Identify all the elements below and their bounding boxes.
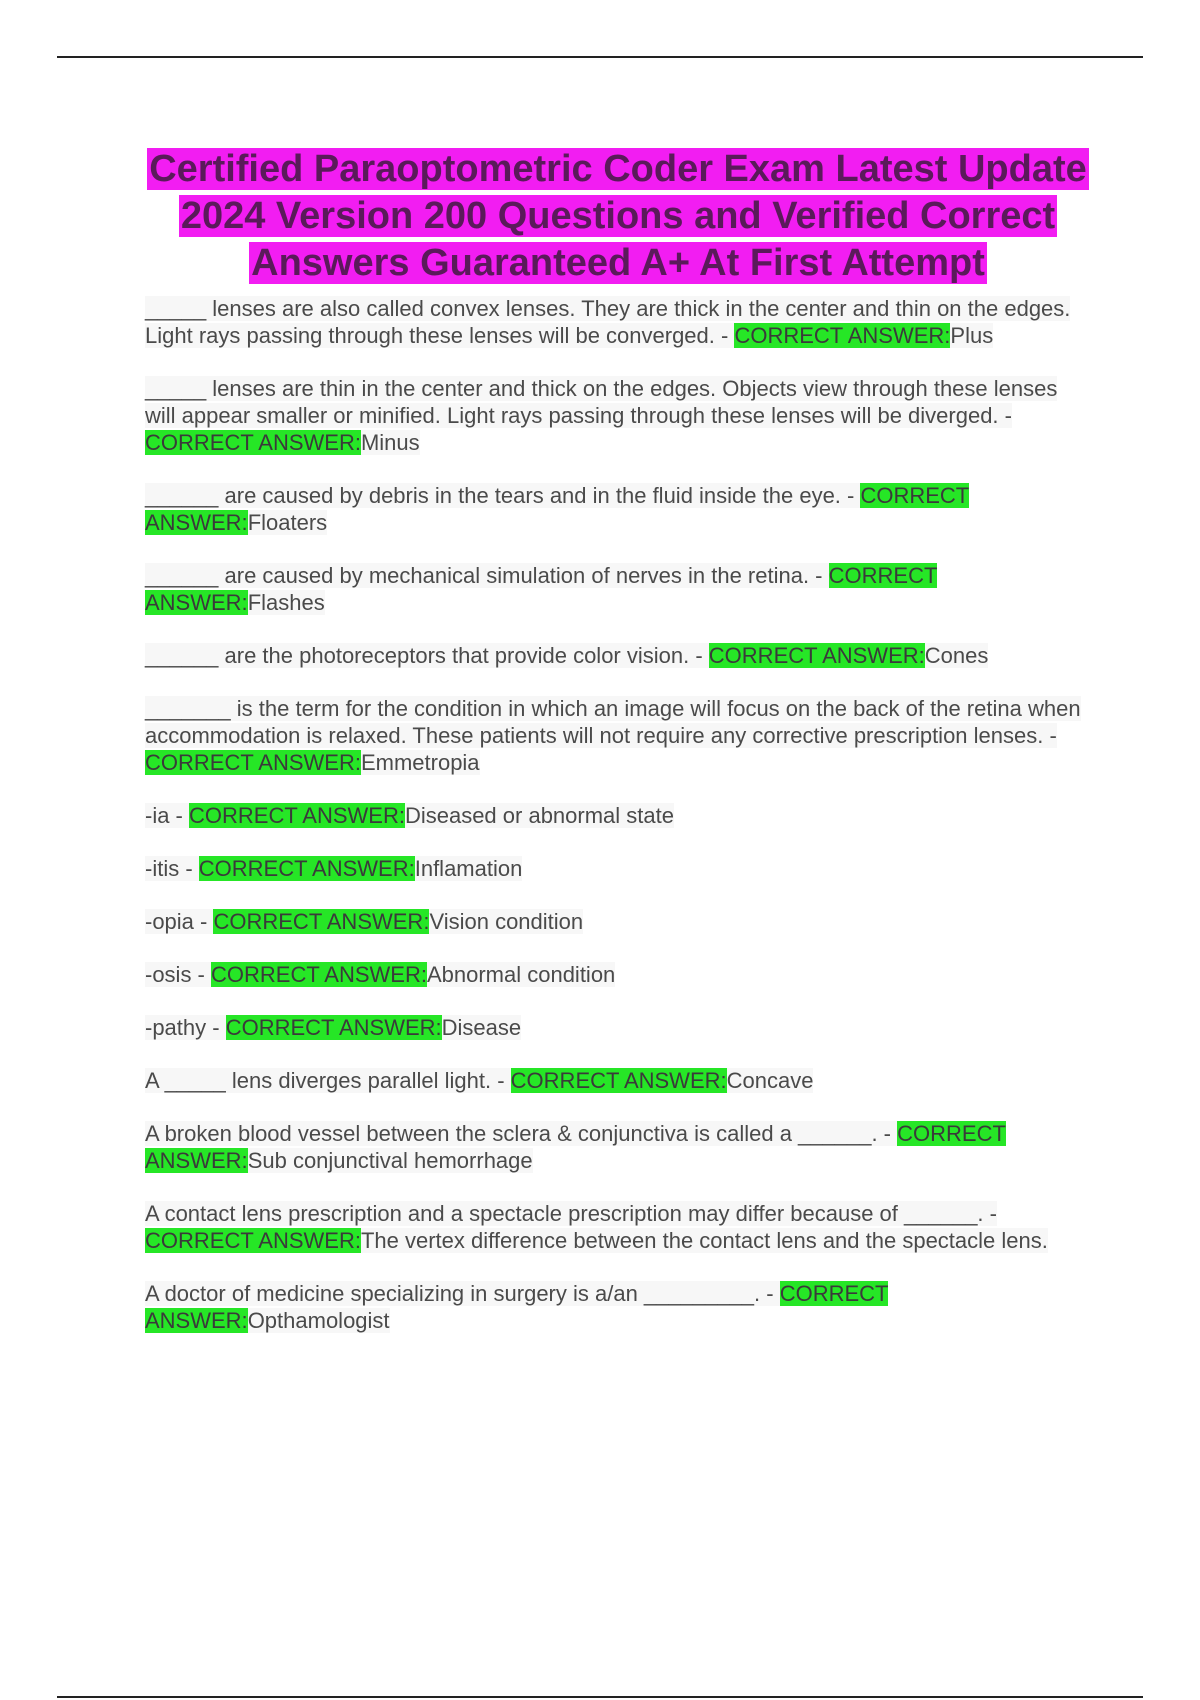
question-text: _______ is the term for the condition in which an image will focus on the back of the retina when accommodation is relaxed. These patients will not require any corrective prescription lenses. - [145,696,1081,748]
qa-item [145,562,1091,616]
qa-item [145,1014,1091,1041]
correct-answer-label: CORRECT ANSWER: [225,1015,442,1040]
answer-text: Emmetropia [360,750,480,775]
question-text: -ia - [145,803,189,828]
correct-answer-label: CORRECT ANSWER: [510,1068,727,1093]
correct-answer-label: CORRECT ANSWER: [734,323,951,348]
answer-text: Opthamologist [247,1308,390,1333]
qa-item [145,1120,1091,1174]
answer-text: Abnormal condition [426,962,616,987]
qa-item [145,802,1091,829]
answer-text: Cones [924,643,989,668]
correct-answer-label: CORRECT ANSWER: [211,962,427,987]
answer-text: Concave [726,1068,814,1093]
qa-item [145,695,1091,776]
answer-text: Inflamation [414,856,523,881]
question-text: -opia - [145,909,214,934]
question-text: A broken blood vessel between the sclera & conjunctiva is called a ______. - [145,1121,898,1146]
answer-text: Diseased or abnormal state [404,803,674,828]
question-text: -itis - [145,856,199,881]
question-text: A contact lens prescription and a spectacle prescription may differ because of ______. - [145,1201,997,1226]
top-rule [57,56,1143,58]
correct-answer-label: CORRECT ANSWER: [213,909,430,934]
question-text: _____ lenses are also called convex lenses. They are thick in the center and thin on the edges. Light rays passing through these lenses will be converged. - [145,296,1071,348]
qa-item [145,1200,1091,1254]
correct-answer-label: CORRECT ANSWER: [145,1281,889,1333]
answer-text: Minus [360,430,420,455]
qa-item [145,855,1091,882]
question-text: ______ are caused by mechanical simulation of nerves in the retina. - [145,563,829,588]
qa-item [145,1067,1091,1094]
question-text: ______ are caused by debris in the tears and in the fluid inside the eye. - [145,483,861,508]
title-highlight: Certified Paraoptometric Coder Exam Latest Update 2024 Version 200 Questions and Verified Correct Answers Guaranteed A+ At First Attempt [149,148,1087,284]
bottom-rule [57,1696,1143,1698]
qa-item [145,482,1091,536]
correct-answer-label: CORRECT ANSWER: [145,1121,1006,1173]
correct-answer-label: CORRECT ANSWER: [145,1228,361,1253]
answer-text: Flashes [247,590,325,615]
correct-answer-label: CORRECT ANSWER: [708,643,925,668]
correct-answer-label: CORRECT ANSWER: [145,563,938,615]
correct-answer-label: CORRECT ANSWER: [145,430,361,455]
answer-text: Disease [441,1015,522,1040]
answer-text: Sub conjunctival hemorrhage [247,1148,533,1173]
question-text: _____ lenses are thin in the center and thick on the edges. Objects view through these lenses will appear smaller or minified. Light rays passing through these lenses will be diverged. - [145,376,1058,428]
qa-item [145,375,1091,456]
question-text: A doctor of medicine specializing in surgery is a/an _________. - [145,1281,780,1306]
question-text: -pathy - [145,1015,226,1040]
document-title [145,146,1091,287]
answer-text: Vision condition [429,909,584,934]
correct-answer-label: CORRECT ANSWER: [145,750,361,775]
qa-item [145,642,1091,669]
correct-answer-label: CORRECT ANSWER: [189,803,405,828]
qa-item [145,961,1091,988]
correct-answer-label: CORRECT ANSWER: [198,856,415,881]
document-body [145,146,1091,1360]
answer-text: The vertex difference between the contact lens and the spectacle lens. [360,1228,1048,1253]
question-text: -osis - [145,962,211,987]
question-text: ______ are the photoreceptors that provide color vision. - [145,643,709,668]
qa-item [145,295,1091,349]
answer-text: Floaters [247,510,328,535]
qa-item [145,908,1091,935]
qa-item [145,1280,1091,1334]
question-text: A _____ lens diverges parallel light. - [145,1068,511,1093]
answer-text: Plus [950,323,994,348]
correct-answer-label: CORRECT ANSWER: [145,483,970,535]
